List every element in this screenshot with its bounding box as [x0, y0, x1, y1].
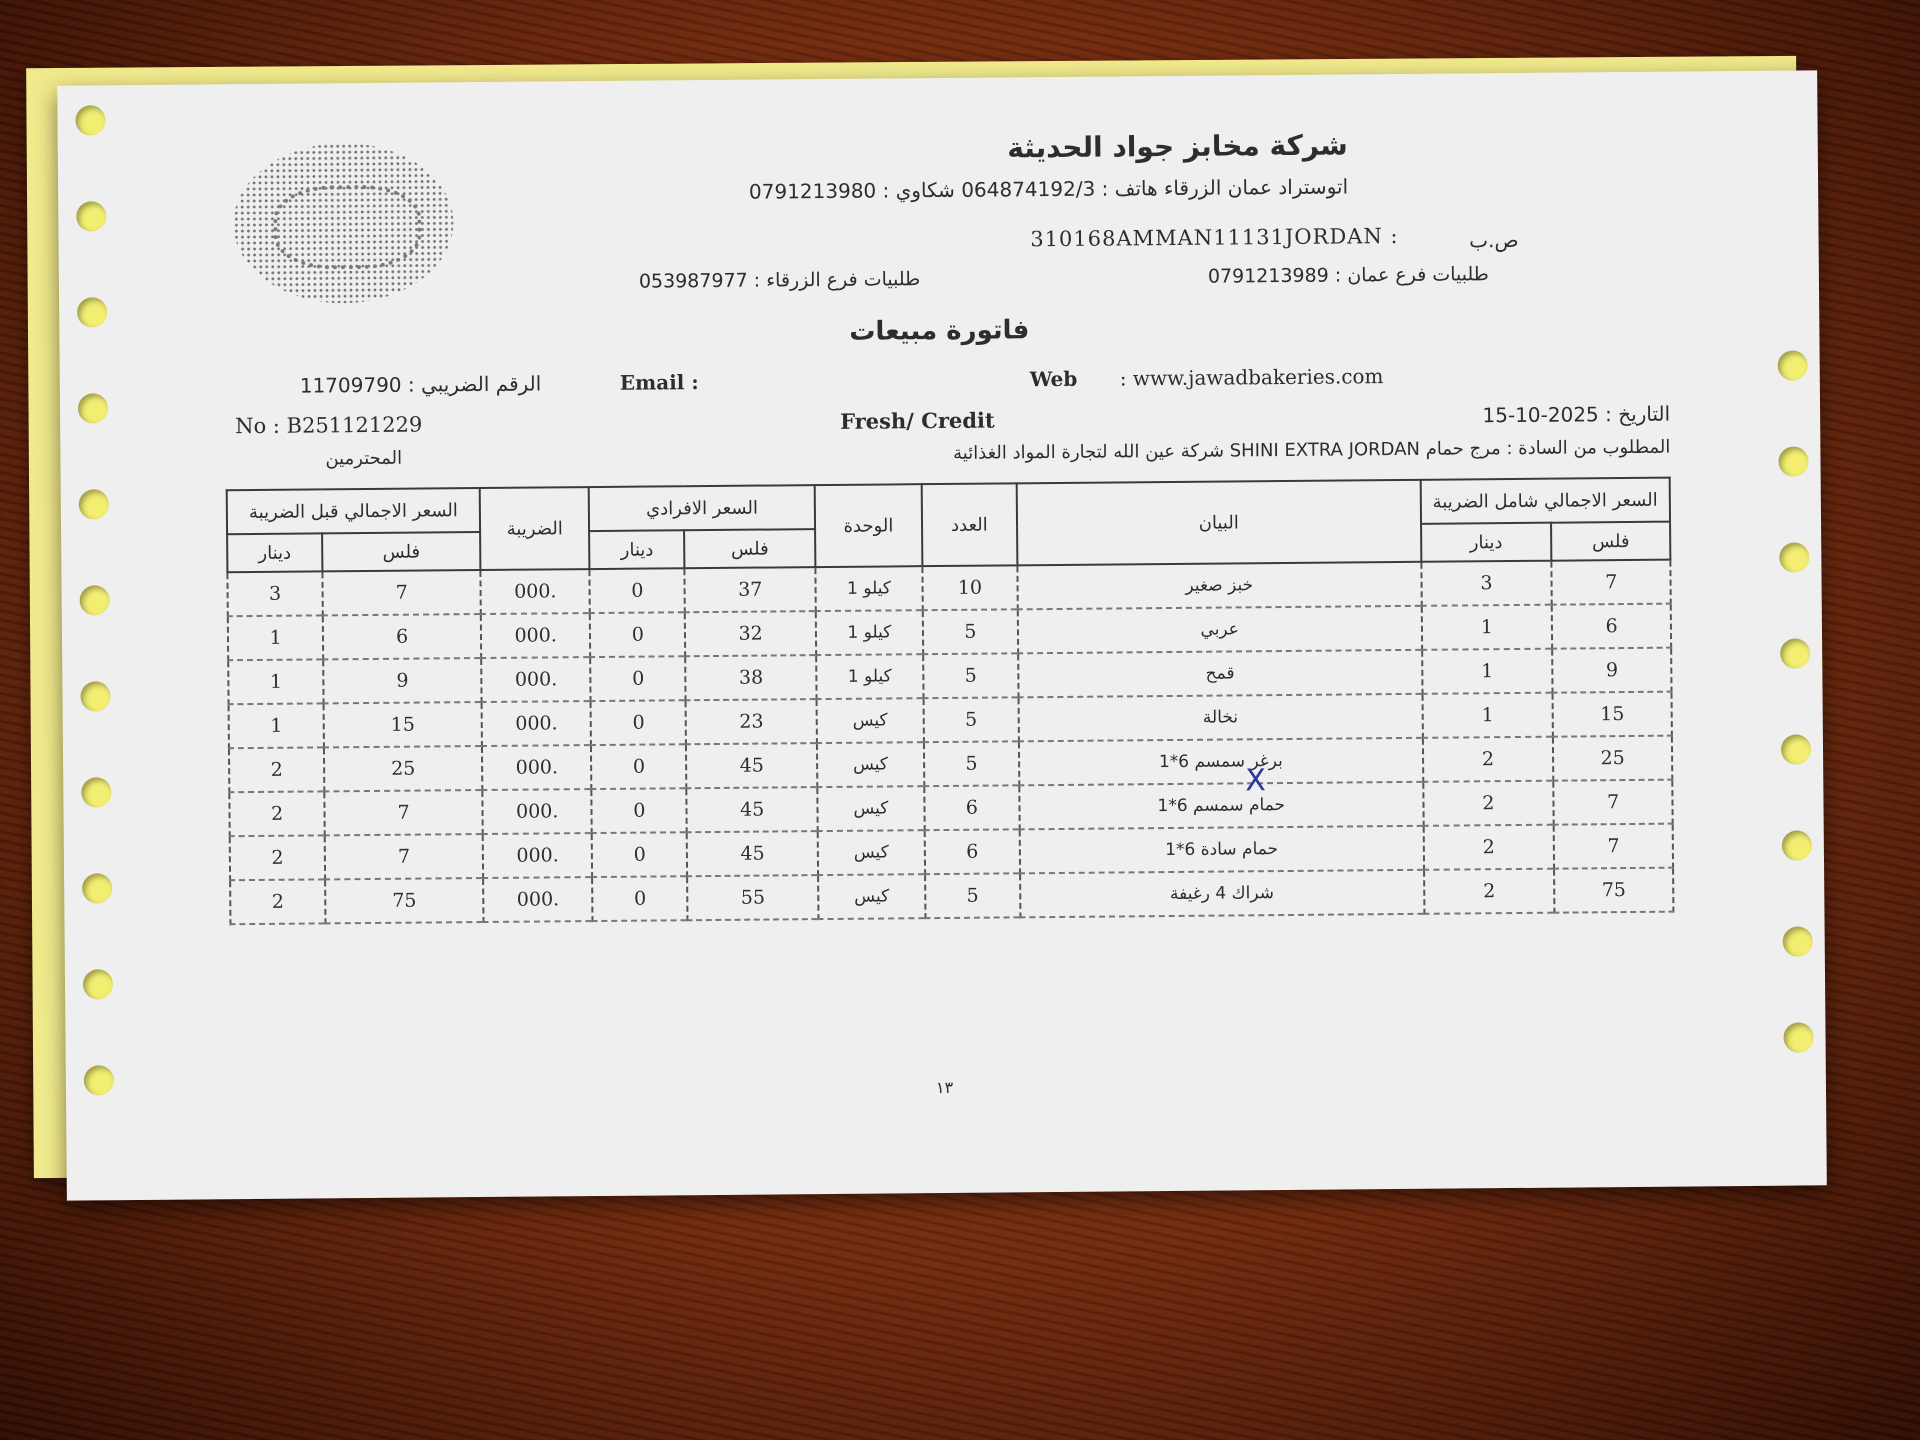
perforation-hole — [1783, 926, 1813, 956]
perforation-hole — [1779, 542, 1809, 572]
cell-price-fils: 45 — [687, 787, 818, 832]
cell-dinar-incl: 2 — [1423, 737, 1554, 782]
customer-line: المطلوب من السادة : مرج حمام SHINI EXTRA JORDAN شركة عين الله لتجارة المواد الغذائية — [953, 436, 1671, 464]
cell-tax: .000 — [481, 613, 591, 658]
cell-fils-before: 25 — [324, 746, 482, 791]
perforation-hole — [84, 1065, 114, 1095]
cell-quantity: 10 — [922, 565, 1017, 610]
cell-dinar-before: 2 — [230, 835, 326, 880]
cell-fils-incl: 25 — [1553, 736, 1672, 781]
perforation-hole — [76, 201, 106, 231]
perforation-hole — [1778, 350, 1808, 380]
perforation-hole — [1780, 638, 1810, 668]
cell-price-dinar: 0 — [591, 700, 686, 745]
cell-price-dinar: 0 — [592, 832, 687, 877]
cell-tax: .000 — [482, 745, 592, 790]
subheader-dinar: دينار — [589, 530, 684, 569]
perforation-hole — [81, 777, 111, 807]
logo-emblem-icon — [273, 185, 422, 270]
cell-dinar-before: 2 — [230, 879, 326, 924]
header-total-with-tax: السعر الاجمالي شامل الضريبة — [1420, 478, 1670, 524]
cell-dinar-incl: 2 — [1424, 869, 1555, 914]
cell-tax: .000 — [482, 701, 592, 746]
cell-tax: .000 — [481, 657, 591, 702]
cell-fils-incl: 7 — [1554, 780, 1673, 825]
cell-fils-incl: 15 — [1553, 692, 1672, 737]
cell-description: نخالة — [1018, 694, 1422, 742]
perforation-hole — [1781, 734, 1811, 764]
perforation-hole — [78, 393, 108, 423]
cell-tax: .000 — [483, 833, 593, 878]
items-table — [226, 477, 1675, 926]
cell-fils-incl: 6 — [1552, 604, 1671, 649]
cell-price-dinar: 0 — [590, 612, 685, 657]
cell-fils-incl: 7 — [1554, 824, 1673, 869]
cell-fils-incl: 7 — [1552, 560, 1671, 605]
cell-price-fils: 32 — [685, 611, 816, 656]
cell-dinar-incl: 1 — [1422, 649, 1553, 694]
cell-dinar-incl: 2 — [1423, 825, 1554, 870]
website: : www.jawadbakeries.com — [1119, 364, 1384, 391]
web-label: Web — [1029, 366, 1078, 392]
handwritten-x-mark: X — [1245, 763, 1266, 799]
perforation-hole — [1782, 830, 1812, 860]
cell-unit: كيلو 1 — [816, 610, 923, 655]
cell-price-fils: 38 — [686, 655, 817, 700]
cell-price-dinar: 0 — [592, 876, 687, 921]
pobox-value: 310168AMMAN11131JORDAN : — [1030, 224, 1399, 252]
pobox-label: ص.ب — [1469, 227, 1519, 253]
cell-unit: كيلو 1 — [816, 654, 923, 699]
header-description: البيان — [1017, 480, 1421, 566]
cell-price-dinar: 0 — [591, 656, 686, 701]
perforation-hole — [1778, 446, 1808, 476]
cell-fils-before: 15 — [324, 702, 482, 747]
header-unit: الوحدة — [815, 484, 923, 567]
cell-fils-before: 7 — [324, 790, 482, 835]
subheader-fils: فلس — [1551, 522, 1670, 561]
subheader-fils: فلس — [322, 532, 480, 571]
cell-description: عربي — [1018, 606, 1422, 654]
cell-description: حمام سمسم 6*1 — [1019, 782, 1423, 830]
cell-price-fils: 45 — [687, 831, 818, 876]
perforation-hole — [79, 489, 109, 519]
tractor-holes-left — [75, 105, 118, 1165]
cell-unit: كيلو 1 — [815, 566, 922, 611]
cell-quantity: 6 — [925, 829, 1020, 874]
document-title: فاتورة مبيعات — [849, 315, 1030, 347]
items-table-body — [227, 560, 1673, 925]
cell-price-dinar: 0 — [592, 788, 687, 833]
cell-dinar-before: 1 — [228, 615, 324, 660]
address-phones: اتوستراد عمان الزرقاء هاتف : 064874192/3 شكاوي : 0791213980 — [748, 174, 1349, 204]
invoice-number: No : B251121229 — [235, 412, 423, 439]
cell-dinar-before: 3 — [227, 571, 323, 616]
perforation-hole — [83, 969, 113, 999]
cell-dinar-incl: 1 — [1422, 693, 1553, 738]
cell-description: قمح — [1018, 650, 1422, 698]
subheader-fils: فلس — [684, 529, 815, 568]
cell-description: حمام سادة 6*1 — [1020, 826, 1424, 874]
cell-fils-before: 6 — [323, 614, 481, 659]
payment-type: Fresh/ Credit — [840, 407, 995, 434]
cell-dinar-incl: 3 — [1421, 561, 1552, 606]
company-logo-icon — [233, 142, 454, 304]
subheader-dinar: دينار — [227, 533, 322, 572]
cell-quantity: 6 — [924, 785, 1019, 830]
header-total-before-tax: السعر الاجمالي قبل الضريبة — [227, 488, 480, 534]
perforation-hole — [1783, 1022, 1813, 1052]
cell-fils-before: 9 — [323, 658, 481, 703]
cell-dinar-before: 2 — [229, 747, 325, 792]
cell-dinar-incl: 2 — [1423, 781, 1554, 826]
cell-price-dinar: 0 — [591, 744, 686, 789]
cell-price-fils: 45 — [686, 743, 817, 788]
cell-price-fils: 23 — [686, 699, 817, 744]
cell-price-fils: 37 — [685, 567, 816, 612]
cell-description: برغر سمسم 6*1 — [1019, 738, 1423, 786]
perforation-hole — [82, 873, 112, 903]
cell-fils-before: 7 — [323, 570, 481, 615]
cell-price-fils: 55 — [687, 875, 818, 920]
tractor-holes-right — [1775, 90, 1818, 1150]
orders-zarqa: طلبيات فرع الزرقاء : 053987977 — [638, 268, 921, 293]
cell-fils-incl: 75 — [1554, 868, 1673, 913]
cell-dinar-before: 1 — [229, 703, 325, 748]
salutation: المحترمين — [325, 447, 403, 470]
cell-quantity: 5 — [924, 741, 1019, 786]
tax-number: الرقم الضريبي : 11709790 — [299, 371, 542, 398]
cell-fils-incl: 9 — [1552, 648, 1671, 693]
cell-unit: كيس — [818, 830, 925, 875]
header-unit-price: السعر الافرادي — [589, 485, 815, 531]
cell-quantity: 5 — [923, 697, 1018, 742]
cell-price-dinar: 0 — [590, 568, 685, 613]
cell-unit: كيس — [818, 874, 925, 919]
cell-unit: كيس — [817, 742, 924, 787]
cell-unit: كيس — [817, 786, 924, 831]
cell-fils-before: 7 — [325, 834, 483, 879]
subheader-dinar: دينار — [1421, 523, 1552, 562]
header-quantity: العدد — [922, 483, 1018, 566]
cell-dinar-before: 2 — [229, 791, 325, 836]
cell-dinar-before: 1 — [228, 659, 324, 704]
email-label: Email : — [619, 370, 699, 395]
cell-fils-before: 75 — [325, 878, 483, 923]
cell-tax: .000 — [483, 877, 593, 922]
cell-unit: كيس — [817, 698, 924, 743]
invoice-date: التاريخ : 2025-10-15 — [1482, 401, 1671, 428]
perforation-hole — [80, 585, 110, 615]
header-tax: الضريبة — [480, 487, 590, 570]
cell-quantity: 5 — [923, 653, 1018, 698]
perforation-hole — [75, 105, 105, 135]
company-name: شركة مخابز جواد الحديثة — [1007, 128, 1348, 165]
cell-quantity: 5 — [925, 873, 1020, 918]
cell-description: خبز صغير — [1017, 562, 1421, 610]
cell-description: شراك 4 رغيفة — [1020, 870, 1424, 918]
invoice-sheet — [57, 70, 1827, 1200]
cell-dinar-incl: 1 — [1421, 605, 1552, 650]
cell-quantity: 5 — [923, 609, 1018, 654]
orders-amman: طلبيات فرع عمان : 0791213989 — [1207, 263, 1489, 288]
cell-tax: .000 — [482, 789, 592, 834]
cell-tax: .000 — [480, 569, 590, 614]
page-marker: ١٣ — [935, 1077, 954, 1098]
perforation-hole — [80, 681, 110, 711]
